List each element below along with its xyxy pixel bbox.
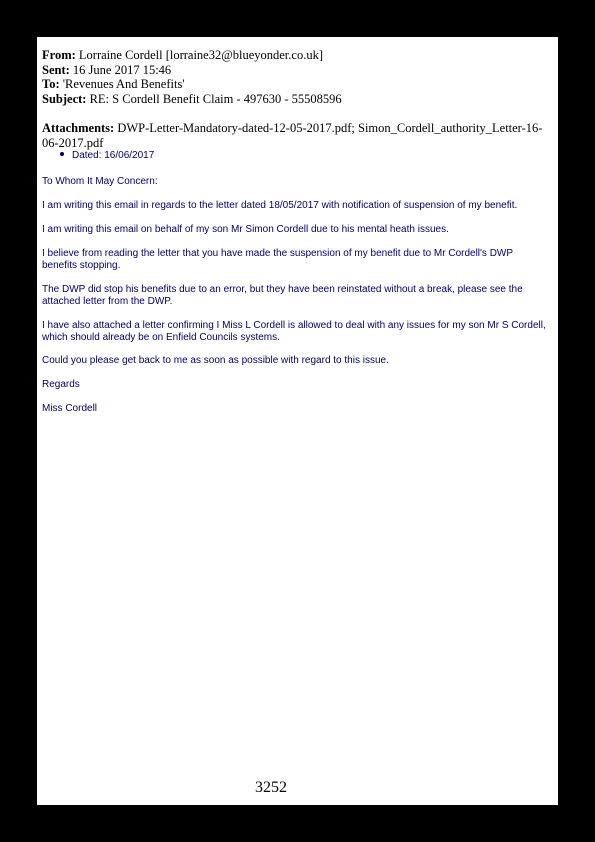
from-row bbox=[42, 48, 552, 63]
from-label: From: bbox=[42, 48, 76, 62]
body-paragraph-1: I am writing this email in regards to the letter dated 18/05/2017 with notification of suspension of my benefit. bbox=[42, 200, 518, 211]
attachment-dated-item bbox=[60, 150, 154, 161]
body-paragraph-4: The DWP did stop his benefits due to an error, but they have been reinstated without a break, please see the attached letter from the DWP. bbox=[42, 284, 523, 307]
body-paragraph-5: I have also attached a letter confirming I Miss L Cordell is allowed to deal with any issues for my son Mr S Cordell, which should already be on Enfield Councils systems. bbox=[42, 320, 546, 343]
attachments-label: Attachments: bbox=[42, 121, 115, 135]
closing: Regards bbox=[42, 379, 80, 390]
to-label: To: bbox=[42, 77, 60, 91]
email-header bbox=[42, 48, 552, 106]
body-paragraph-2: I am writing this email on behalf of my son Mr Simon Cordell due to his mental heath issues. bbox=[42, 224, 449, 235]
to-value: 'Revenues And Benefits' bbox=[62, 77, 185, 91]
document-page bbox=[37, 37, 558, 805]
from-value: Lorraine Cordell [lorraine32@blueyonder.co.uk] bbox=[78, 48, 323, 62]
greeting: To Whom It May Concern: bbox=[42, 176, 158, 187]
sent-value: 16 June 2017 15:46 bbox=[72, 62, 172, 77]
attachments-row bbox=[42, 121, 552, 150]
sent-label: Sent: bbox=[42, 62, 70, 77]
to-row bbox=[42, 77, 552, 92]
bullet-icon bbox=[60, 152, 64, 156]
body-paragraph-6: Could you please get back to me as soon as possible with regard to this issue. bbox=[42, 355, 389, 366]
subject-label: Subject: bbox=[42, 91, 87, 106]
body-paragraph-3: I believe from reading the letter that you have made the suspension of my benefit due to Mr Cordell's DWP benefits stopping. bbox=[42, 248, 513, 271]
attachments-value: DWP-Letter-Mandatory-dated-12-05-2017.pdf; Simon_Cordell_authority_Letter-16-06-2017.pdf bbox=[42, 121, 543, 150]
sent-row bbox=[42, 63, 552, 78]
subject-row bbox=[42, 92, 552, 107]
page-number: 3252 bbox=[255, 779, 287, 796]
signature: Miss Cordell bbox=[42, 403, 98, 414]
subject-value: RE: S Cordell Benefit Claim - 497630 - 55508596 bbox=[89, 91, 342, 106]
attachment-dated-text: Dated: 16/06/2017 bbox=[72, 150, 155, 161]
